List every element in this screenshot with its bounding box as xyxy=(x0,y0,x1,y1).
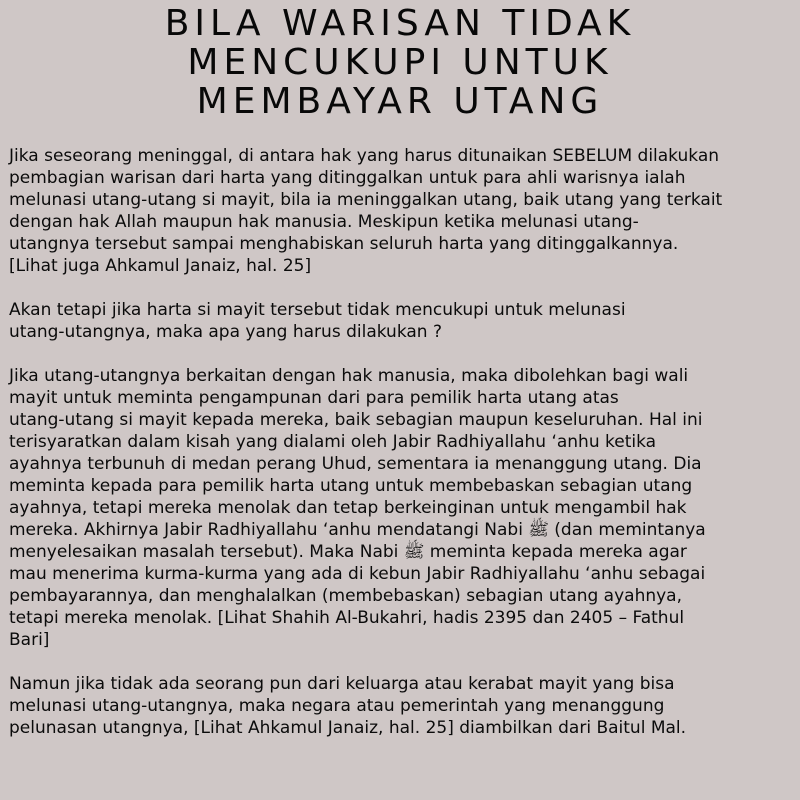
text-line: [Lihat juga Ahkamul Janaiz, hal. 25] xyxy=(9,256,312,276)
title-line: BILA WARISAN TIDAK xyxy=(164,3,636,44)
title-line: MEMBAYAR UTANG xyxy=(196,81,604,122)
text-line: melunasi utang-utang si mayit, bila ia meninggalkan utang, baik utang yang terkait xyxy=(9,190,723,210)
text-line: meminta kepada para pemilik harta utang untuk membebaskan sebagian utang xyxy=(9,476,693,496)
text-line: Jika seseorang meninggal, di antara hak yang harus ditunaikan SEBELUM dilakukan xyxy=(9,146,720,166)
paragraph-intro xyxy=(9,145,795,277)
text-line: dengan hak Allah maupun hak manusia. Meskipun ketika melunasi utang- xyxy=(9,212,639,232)
page-title xyxy=(0,4,800,121)
text-line: Bari] xyxy=(9,630,50,650)
text-line: mayit untuk meminta pengampunan dari para pemilik harta utang atas xyxy=(9,388,619,408)
text-line: Namun jika tidak ada seorang pun dari keluarga atau kerabat mayit yang bisa xyxy=(9,674,675,694)
text-line: menyelesaikan masalah tersebut). Maka Nabi ﷺ meminta kepada mereka agar xyxy=(9,542,687,562)
text-line: Akan tetapi jika harta si mayit tersebut tidak mencukupi untuk melunasi xyxy=(9,300,626,320)
text-line: Jika utang-utangnya berkaitan dengan hak manusia, maka dibolehkan bagi wali xyxy=(9,366,689,386)
text-line: ayahnya terbunuh di medan perang Uhud, sementara ia menanggung utang. Dia xyxy=(9,454,702,474)
text-line: utang-utangnya, maka apa yang harus dilakukan ? xyxy=(9,322,442,342)
text-line: mau menerima kurma-kurma yang ada di kebun Jabir Radhiyallahu ‘anhu sebagai xyxy=(9,564,706,584)
title-line: MENCUKUPI UNTUK xyxy=(187,42,613,83)
text-line: terisyaratkan dalam kisah yang dialami oleh Jabir Radhiyallahu ‘anhu ketika xyxy=(9,432,657,452)
text-line: pembagian warisan dari harta yang ditinggalkan untuk para ahli warisnya ialah xyxy=(9,168,686,188)
paragraph-human-rights-debt xyxy=(9,365,795,651)
article-body xyxy=(9,145,795,761)
text-line: ayahnya, tetapi mereka menolak dan tetap berkeinginan untuk mengambil hak xyxy=(9,498,687,518)
text-line: utang-utang si mayit kepada mereka, baik sebagian maupun keseluruhan. Hal ini xyxy=(9,410,703,430)
text-line: mereka. Akhirnya Jabir Radhiyallahu ‘anhu mendatangi Nabi ﷺ (dan memintanya xyxy=(9,520,706,540)
text-line: pelunasan utangnya, [Lihat Ahkamul Janaiz, hal. 25] diambilkan dari Baitul Mal. xyxy=(9,718,687,738)
text-line: tetapi mereka menolak. [Lihat Shahih Al-Bukahri, hadis 2395 dan 2405 – Fathul xyxy=(9,608,685,628)
text-line: pembayarannya, dan menghalalkan (membebaskan) sebagian utang ayahnya, xyxy=(9,586,682,606)
text-line: melunasi utang-utangnya, maka negara atau pemerintah yang menanggung xyxy=(9,696,665,716)
paragraph-state-responsibility xyxy=(9,673,795,739)
text-line: utangnya tersebut sampai menghabiskan seluruh harta yang ditinggalkannya. xyxy=(9,234,679,254)
paragraph-question xyxy=(9,299,795,343)
